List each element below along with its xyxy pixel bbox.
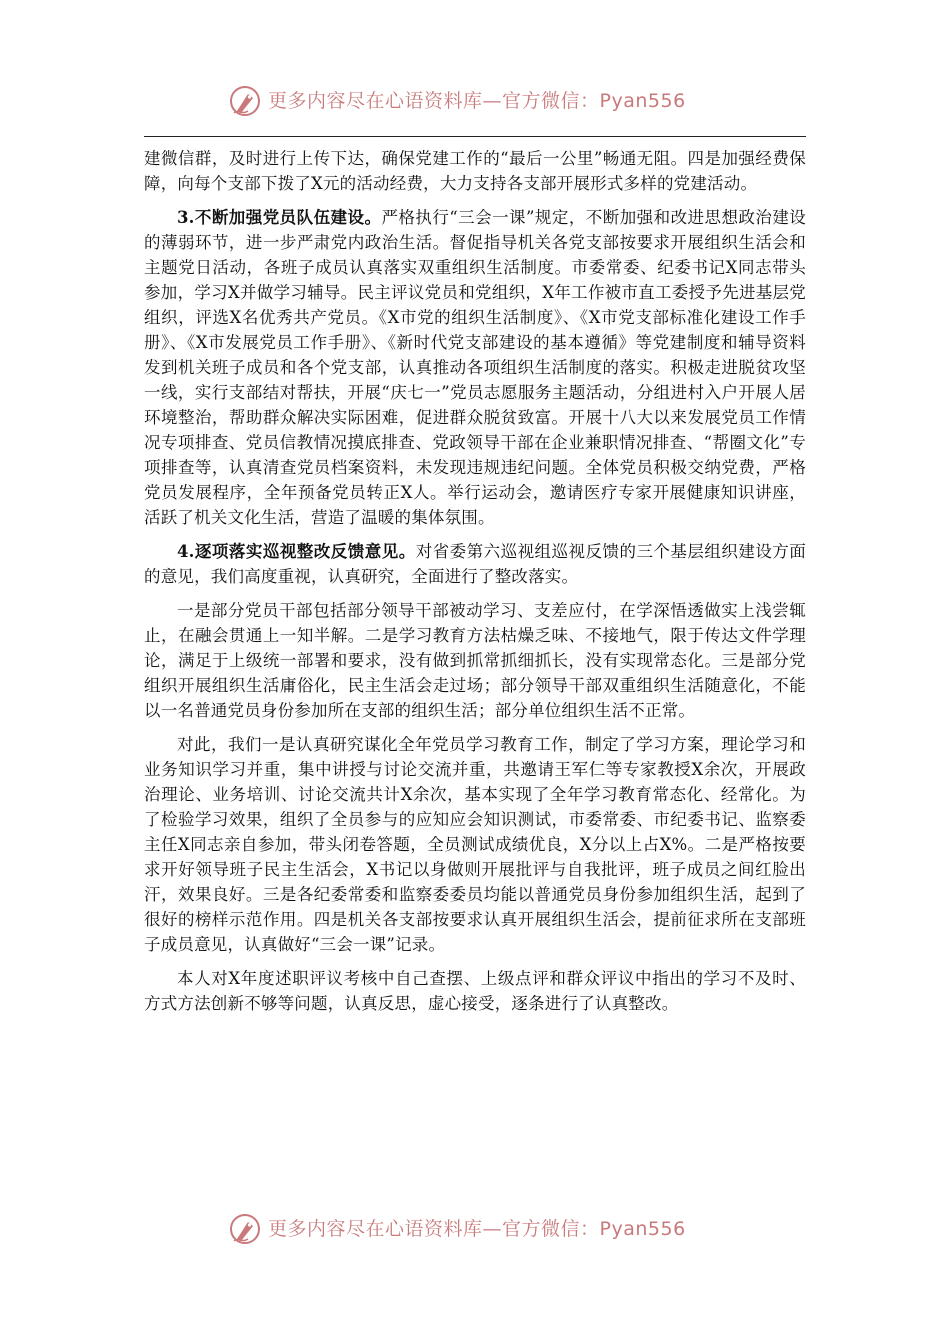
paragraph-inspection-rectification: 4.逐项落实巡视整改反馈意见。对省委第六巡视组巡视反馈的三个基层组织建设方面的意见，我们高度重视，认真研究，全面进行了整改落实。 <box>144 542 806 586</box>
pen-nib-logo-icon <box>228 1212 262 1246</box>
section-heading-4: 4.逐项落实巡视整改反馈意见。 <box>177 542 416 561</box>
header-banner <box>0 82 950 122</box>
pen-nib-logo-icon <box>228 84 262 118</box>
header-divider <box>144 136 806 137</box>
section-heading-3: 3.不断加强党员队伍建设。 <box>177 208 382 227</box>
paragraph-measures: 对此，我们一是认真研究谋化全年党员学习教育工作，制定了学习方案，理论学习和业务知识学习并重，集中讲授与讨论交流并重，共邀请王军仁等专家教授X余次，开展政治理论、业务培训、讨论交流共计X余次，基本实现了全年学习教育常态化、经常化。为了检验学习效果，组织了全员参与的应知应会知识测试，市委常委、市纪委书记、监察委主任X同志亲自参加，带头闭卷答题，全员测试成绩优良，X分以上占X%。二是严格按要求开好领导班子民主生活会，X书记以身做则开展批评与自我批评，班子成员之间红脸出汗，效果良好。三是各纪委常委和监察委委员均能以普通党员身份参加组织生活，起到了很好的榜样示范作用。四是机关各支部按要求认真开展组织生活会，提前征求所在支部班子成员意见，认真做好“三会一课”记录。 <box>144 735 806 954</box>
header-banner-text: 更多内容尽在心语资料库—官方微信：Pyan556 <box>268 90 686 112</box>
paragraph-self-review: 本人对X年度述职评议考核中自己查摆、上级点评和群众评议中指出的学习不及时、方式方法创新不够等问题，认真反思，虚心接受，逐条进行了认真整改。 <box>144 969 806 1013</box>
footer-wechat-id: Pyan556 <box>599 1218 686 1240</box>
header-wechat-id: Pyan556 <box>599 90 686 112</box>
paragraph-continuation: 建微信群，及时进行上传下达，确保党建工作的“最后一公里”畅通无阻。四是加强经费保障，向每个支部下拨了X元的活动经费，大力支持各支部开展形式多样的党建活动。 <box>144 149 806 193</box>
paragraph-party-member-building: 3.不断加强党员队伍建设。严格执行“三会一课”规定，不断加强和改进思想政治建设的薄弱环节，进一步严肃党内政治生活。督促指导机关各党支部按要求开展组织生活会和主题党日活动，各班子成员认真落实双重组织生活制度。市委常委、纪委书记X同志带头参加，学习X并做学习辅导。民主评议党员和党组织，X年工作被市直工委授予先进基层党组织，评选X名优秀共产党员。《X市党的组织生活制度》、《X市党支部标准化建设工作手册》、《X市发展党员工作手册》、《新时代党支部建设的基本遵循》等党建制度和辅导资料发到机关班子成员和各个党支部，认真推动各项组织生活制度的落实。积极走进脱贫攻坚一线，实行支部结对帮扶，开展“庆七一”党员志愿服务主题活动，分组进村入户开展人居环境整治，帮助群众解决实际困难，促进群众脱贫致富。开展十八大以来发展党员工作情况专项排查、党员信教情况摸底排查、党政领导干部在企业兼职情况排查、“帮圈文化”专项排查等，认真清查党员档案资料，未发现违规违纪问题。全体党员积极交纳党费，严格党员发展程序，全年预备党员转正X人。举行运动会，邀请医疗专家开展健康知识讲座，活跃了机关文化生活，营造了温暖的集体氛围。 <box>144 208 806 527</box>
paragraph-problems: 一是部分党员干部包括部分领导干部被动学习、支差应付，在学深悟透做实上浅尝辄止，在融会贯通上一知半解。二是学习教育方法枯燥乏味、不接地气，限于传达文件学理论，满足于上级统一部署和要求，没有做到抓常抓细抓长，没有实现常态化。三是部分党组织开展组织生活庸俗化，民主生活会走过场；部分领导干部双重组织生活随意化，不能以一名普通党员身份参加所在支部的组织生活；部分单位组织生活不正常。 <box>144 601 806 720</box>
document-body <box>144 146 806 1016</box>
footer-banner-text: 更多内容尽在心语资料库—官方微信：Pyan556 <box>268 1218 686 1240</box>
footer-banner <box>0 1210 950 1250</box>
